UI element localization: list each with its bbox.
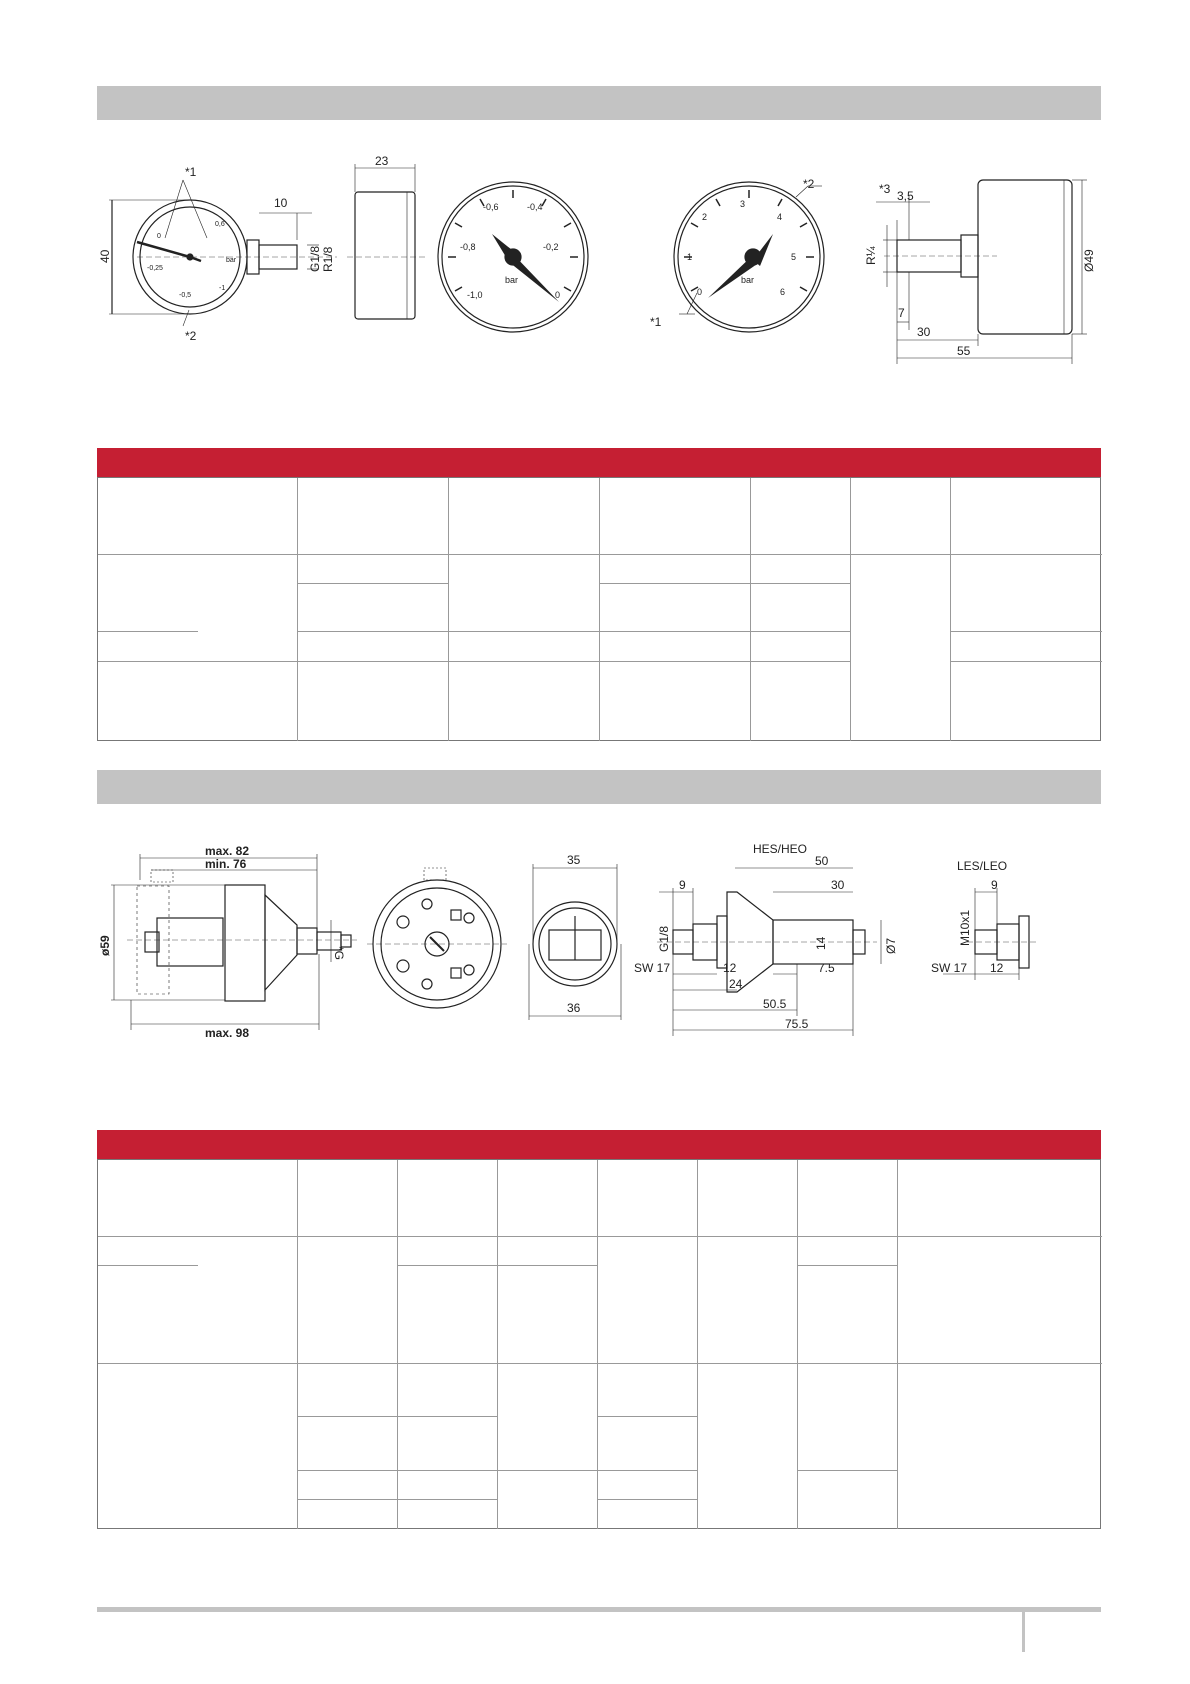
note-star2-a: *2 [185,329,197,343]
scale-b-06: -0,6 [483,202,499,212]
table1-header-band [97,448,1101,477]
table2 [97,1159,1101,1529]
note-star2-c: *2 [803,177,815,191]
dim-10: 10 [274,196,288,210]
dim-body-35: 35 [567,853,581,867]
dim-max98: max. 98 [205,1026,250,1040]
les-dim-sw17: SW 17 [931,961,968,975]
dim-min76: min. 76 [205,857,247,871]
table2-header-band [97,1130,1101,1159]
scale-a-0: 0 [157,233,161,240]
hes-dim-24: 24 [729,977,743,991]
dim-23: 23 [375,154,389,168]
dim-7: 7 [898,306,905,320]
section-header-switches [97,770,1101,804]
hes-dim-75: 7.5 [818,961,835,975]
scale-c-5: 5 [791,252,797,262]
dim-40: 40 [98,249,112,263]
les-dim-12: 12 [990,961,1004,975]
dim-max82: max. 82 [205,844,250,858]
les-dim-m10x1: M10x1 [958,909,972,946]
scale-c-4: 4 [777,212,783,222]
note-star3: *3 [879,182,891,196]
hes-dim-505: 50.5 [763,997,787,1011]
scale-b-bar: bar [505,275,519,285]
dim-g: *G [332,946,346,961]
section-header-gauges [97,86,1101,120]
dim-o59: ø59 [98,935,112,956]
scale-b-08: -0,8 [460,242,476,252]
dim-35: 3,5 [897,189,914,203]
note-star1-a: *1 [185,165,197,179]
scale-c-6: 6 [780,287,786,297]
scale-c-3: 3 [740,199,746,209]
scale-c-2: 2 [702,212,708,222]
scale-a-1: -1 [219,285,226,292]
scale-c-bar: bar [741,275,755,285]
dim-body-36: 36 [567,1001,581,1015]
scale-b-02: -0,2 [543,242,559,252]
hes-dim-30: 30 [831,878,845,892]
footer-tick [1022,1612,1025,1652]
table1 [97,477,1101,741]
hes-title: HES/HEO [753,842,808,856]
switch-technical-drawing [97,840,1101,1060]
dim-o49: Ø49 [1082,249,1096,272]
dim-r14: R¼ [864,246,878,265]
hes-dim-sw17: SW 17 [634,961,671,975]
dim-55: 55 [957,344,971,358]
hes-dim-o7: Ø7 [884,937,898,954]
hes-dim-g18: G1/8 [657,925,671,952]
scale-c-1: 1 [687,252,693,262]
les-dim-9: 9 [991,878,998,892]
scale-b-04: -0,4 [527,202,543,212]
hes-dim-12: 12 [723,961,737,975]
scale-a-bar: bar [226,257,237,264]
scale-a-05: -0,5 [179,292,192,299]
footer-rule [97,1607,1101,1612]
hes-dim-9: 9 [679,878,686,892]
hes-dim-14: 14 [814,936,828,950]
scale-a-06: 0,6 [215,221,225,228]
scale-b-0: 0 [555,290,561,300]
les-title: LES/LEO [957,859,1008,873]
hes-dim-755: 75.5 [785,1017,809,1031]
hes-dim-50: 50 [815,854,829,868]
scale-c-0: 0 [697,287,703,297]
dim-30: 30 [917,325,931,339]
dim-g18: G1/8 [308,245,322,272]
scale-a-025: -0,25 [147,265,163,272]
dim-r18: R1/8 [321,246,335,272]
scale-b-10: -1,0 [467,290,483,300]
gauge-technical-drawing [97,150,1101,370]
note-star1-c: *1 [650,315,662,329]
